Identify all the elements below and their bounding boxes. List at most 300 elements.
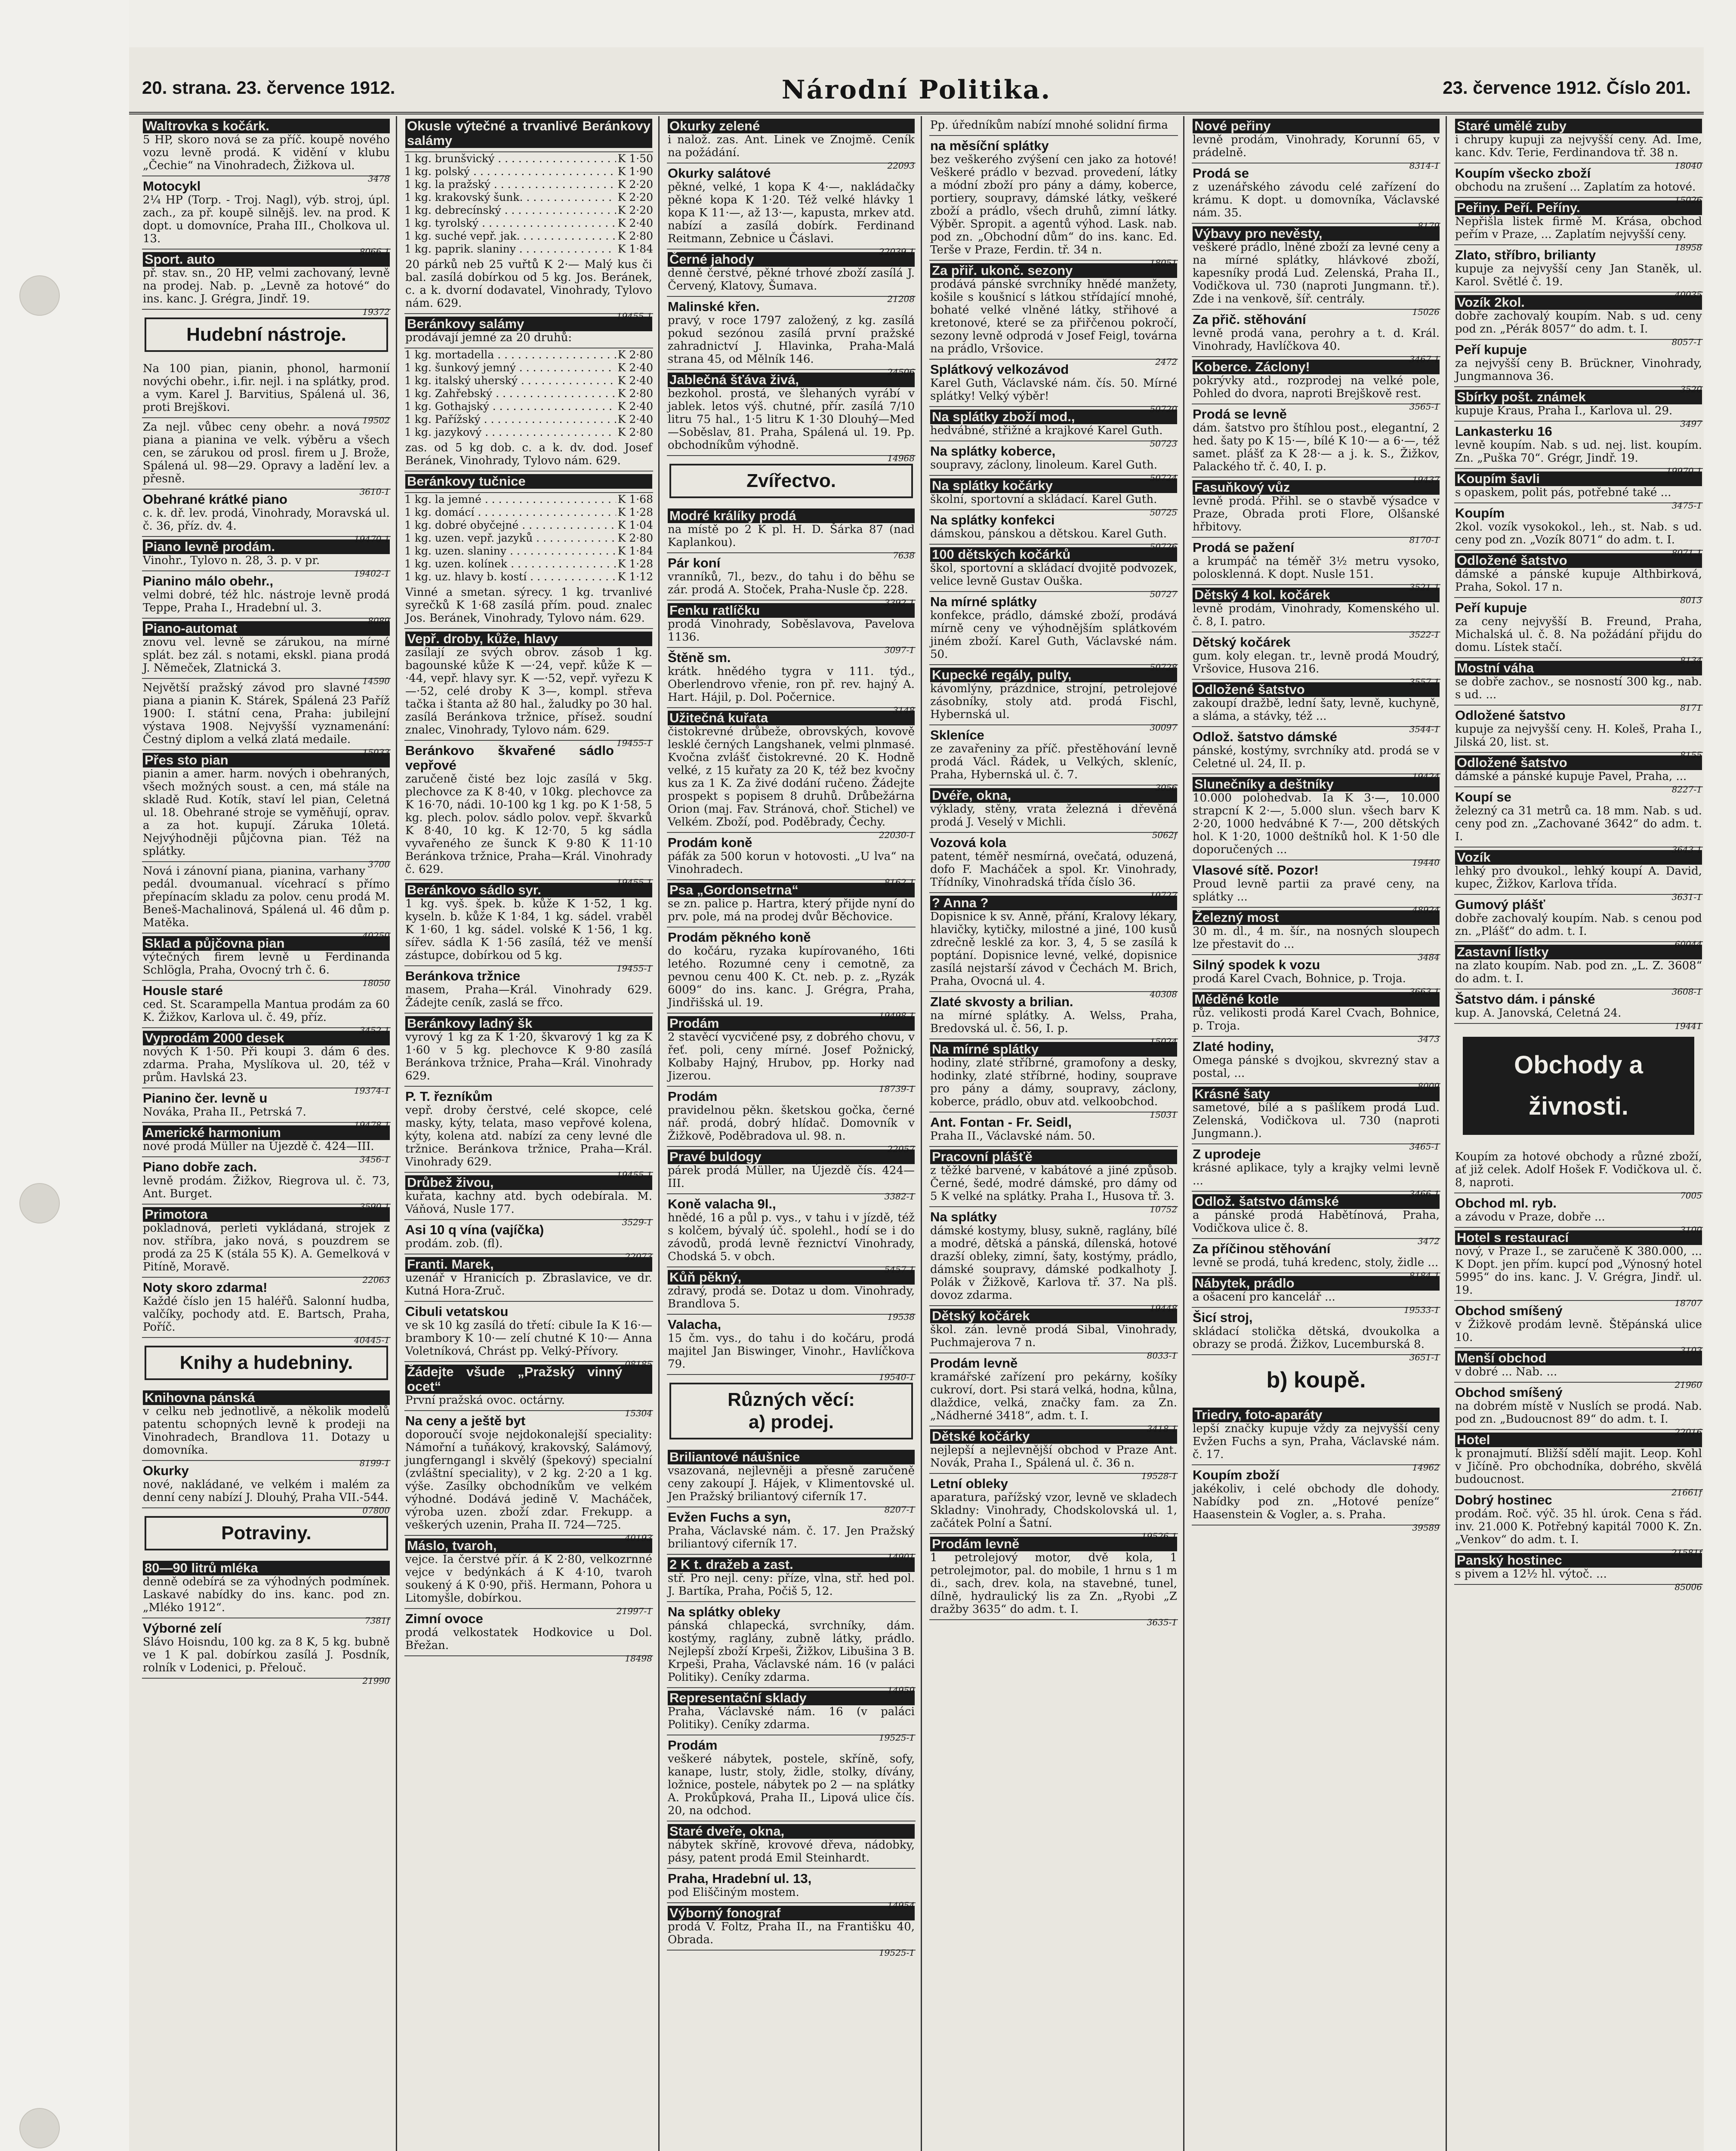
ad-number: 19424	[1412, 771, 1440, 782]
section-heading: Obchody a živnosti.	[1463, 1037, 1694, 1135]
ad-heading: Obchod smíšený	[1455, 1385, 1563, 1400]
classified-ad	[1454, 293, 1703, 347]
ad-text: k pronajmutí. Bližší sdělí majit. Leop. Kohl v Jičíně. Pro obchodníka, dobrého, skvělá budoucnost.	[1455, 1447, 1702, 1486]
ad-text: Za nejl. vůbec ceny obehr. a nová piana a pianina ve velk. výběru a všech cen, se zárukou od prosl. firem u J. Brože, Spálená ul. 98—29. Opravy a ladění lev. a přesně.	[143, 421, 390, 485]
ad-heading: Prodám	[668, 1016, 915, 1031]
ad-text: prodává pánské svrchníky hnědé manžety, košile s koušnicí s látkou střídající mnohé, bohaté velké vlněné látky, střihové a kretonové, které se za přiřčenou pokročí, sezony levně odprodá v Josef Feigl, továrna na prádlo, Vršovice.	[930, 278, 1177, 355]
ad-text: kuřata, kachny atd. bych odebírala. M. Váňová, Nusle 177.	[405, 1190, 652, 1216]
ad-heading: Výborný fonograf	[668, 1906, 915, 1920]
ad-text: levně prodám, Vinohrady, Korunní 65, v prádelně.	[1193, 133, 1440, 159]
classified-ad	[667, 1147, 916, 1202]
ad-heading: Lankasterku 16	[1455, 424, 1552, 439]
classified-ad	[1192, 989, 1440, 1044]
ad-heading: Odlož. šatstvo dámské	[1193, 729, 1337, 744]
classified-ad	[142, 619, 391, 686]
ad-number: 10752	[1150, 1204, 1177, 1214]
ad-text: párek prodá Müller, na Újezdě čís. 424—III.	[668, 1164, 915, 1190]
ad-heading: Psa „Gordonsetrna“	[668, 883, 915, 897]
ad-heading: Za přič. stěhování	[1193, 312, 1306, 327]
classified-ad	[404, 1302, 653, 1369]
ad-number: 21990	[362, 1676, 390, 1686]
ad-text: Praha II., Václavské nám. 50.	[930, 1130, 1095, 1143]
ad-number: 22030-1	[879, 830, 915, 840]
classified-ad	[404, 1254, 653, 1302]
price-row	[404, 178, 653, 191]
price-row	[404, 165, 653, 178]
ad-heading: Pracovní plášťě	[930, 1149, 1177, 1164]
classified-ad	[929, 992, 1178, 1047]
ad-text: nových K 1·50. Při koupi 3. dám 6 des. zdarma. Praha, Myslíkova ul. 20, též v prům. Havlská 23.	[143, 1045, 390, 1084]
ad-text: růz. velikosti prodá Karel Cvach, Bohnice, p. Troja.	[1193, 1007, 1440, 1032]
ad-heading: Na splátky zboží mod.,	[930, 410, 1177, 424]
ad-heading: Kůň pěkný,	[668, 1270, 915, 1285]
classified-ad	[1192, 224, 1440, 317]
ad-text: a pánské prodá Habětínová, Praha, Vodičkova ulice č. 8.	[1193, 1209, 1440, 1235]
classified-ad	[1454, 387, 1703, 429]
price-item: 1 kg. brunšvický . . .	[404, 152, 616, 165]
ad-text: gum. koly elegan. tr., levně prodá Moudrý, Vršovice, Husova 216.	[1193, 650, 1440, 675]
ad-text: pánská chlapecká, svrchníky, dám. kostýmy, raglány, zubně látky, prádlo. Nejlepší zboží Krpeši, Žižkov, Libušina 3 B. Krpeši, Praha, Václavské nám. 16 (v paláci Politiky). Ceníky zdarma.	[668, 1619, 915, 1684]
ad-text: 10.000 polohedvab. Ia K 3·—, 10.000 strapcní K 2·—, 5.000 slun. všech barv K 2·20, 1000 hedvábné K 7·—, 200 dětských hol. K 1·20, 1000 deštníků hol. K 1·50 dle doporučených ...	[1193, 792, 1440, 856]
ad-heading: Americké harmonium	[143, 1125, 390, 1140]
classified-ad	[929, 545, 1178, 599]
ad-text: 2kol. vozík vysokokol., leh., st. Nab. s ud. ceny pod zn. „Vozík 8071“ do adm. t. I.	[1455, 521, 1702, 546]
ad-number: 19437	[1412, 475, 1440, 485]
classified-ad	[667, 1194, 916, 1275]
ad-heading: Nové peřiny	[1193, 119, 1440, 133]
classified-ad	[1192, 680, 1440, 734]
ad-number: 3635-1	[1147, 1617, 1177, 1627]
ad-text: školní, sportovní a skládací. Karel Guth.	[930, 493, 1157, 506]
ad-text: pokladnová, perleti vykládaná, strojek z nov. stříbra, jako nová, s pouzdrem se prodá za 25 K (stála 55 K). A. Gemelková v Pitíně, Moravě.	[143, 1222, 390, 1273]
ad-text: prodávají jemné za 20 druhů:	[405, 331, 572, 344]
classified-ad	[1454, 1430, 1703, 1498]
ad-number: 18739-1	[879, 1084, 915, 1094]
classified-ad	[142, 1618, 391, 1686]
ad-text: aparatura, pařížský vzor, levně ve skladech Skladny: Vinohrady, Chodskolovská ul. 1, začátek Polní a Šatní.	[930, 1491, 1177, 1530]
classified-ad	[667, 116, 916, 171]
ad-heading: Hotel s restaurací	[1455, 1230, 1702, 1245]
ad-heading: Dětské kočárky	[930, 1429, 1177, 1444]
price-item: 1 kg. krakovský šunk. . . .	[404, 191, 616, 204]
ad-number: 19540-1	[879, 1372, 915, 1382]
ad-number: 7638	[893, 550, 915, 561]
section-heading: Zvířectvo.	[669, 464, 913, 498]
ad-heading: Modré králíky prodá	[668, 508, 915, 523]
ad-text: Nová i zánovní piana, pianina, varhany pedál. dvoumanual. vícehrací s přímo přepínacím skladu za polov. cenu prodá M. Beneš-Machalinová, Spálená ul. 46 dům p. Matěka.	[143, 865, 390, 929]
ad-heading: P. T. řezníkům	[405, 1089, 493, 1104]
classified-ad	[929, 1207, 1178, 1313]
ad-heading: Zlato, stříbro, brilianty	[1455, 247, 1596, 262]
ad-heading: 100 dětských kočárků	[930, 547, 1177, 562]
ad-text: prodá Vinohrady, Soběslavova, Pavelova 1136.	[668, 618, 915, 644]
ad-text: čistokrevné drůbeže, obrovských, kovově lesklé černých Langshanek, velmi plnmasé. Kvočna zvlášť čistokrevné. 20 K. Hodně velké, z 15 kuřaty za 20 K, též bez kvočny kus za 1 K. Za živé dodání ručeno. Žádejte prospekt s popisem 8 druhů. Drůbežárna Orion (maj. Fav. Stránová, choř. Stichel) ve Velkém. Zboží, pod. Poděbrady, Čechy.	[668, 725, 915, 829]
ad-number: 8179	[1418, 221, 1440, 231]
ad-heading: Na splátky obleky	[668, 1604, 780, 1619]
classified-ad	[1454, 942, 1703, 997]
ad-text: se zn. palice p. Hartra, který přijde nyní do prv. pole, má na prodej dvůr Běchovice.	[668, 897, 915, 923]
ad-number: 48924	[1412, 905, 1440, 915]
ad-heading: Dětský 4 kol. kočárek	[1193, 588, 1440, 602]
classified-ad	[929, 1474, 1178, 1541]
price-list-block	[404, 116, 653, 152]
ad-heading: Drůbež živou,	[405, 1175, 652, 1190]
ad-heading: Vepř. droby, kůže, hlavy	[405, 632, 652, 646]
classified-ad	[142, 1123, 391, 1165]
ad-text: skládací stolička dětská, dvoukolka a obrazy se prodá. Žižkov, Lucemburská 8.	[1193, 1325, 1440, 1351]
classified-ad	[929, 261, 1178, 367]
classified-ad	[1192, 1405, 1440, 1473]
classified-ad	[1192, 1239, 1440, 1281]
ad-number: 5062f	[1152, 830, 1177, 840]
price-item: 1 kg. jazykový . . .	[404, 426, 616, 439]
ad-number: 3382-1	[884, 1191, 915, 1202]
column-rule	[921, 116, 922, 2151]
classified-ad	[667, 1903, 916, 1958]
price-value: K 2·40	[617, 217, 653, 229]
ad-text: Na 100 pian, pianin, phonol, harmonií novýchi obehr., i.fir. nejl. i na splátky, prod. a vym. Karel J. Barvitius, Spálená ul. 36, proti Brejškovi.	[143, 362, 390, 414]
classified-ad	[667, 506, 916, 561]
classified-ad	[667, 1315, 916, 1382]
classified-ad	[1192, 585, 1440, 640]
ad-text: veškeré prádlo, lněné zboží za levné ceny a na mírné splátky, hlávkové zboží, kapesníky prodá Lud. Zelenská, Praha II., Vodičkova ul. 730 (naproti Jungmann. tř.). Zde i na venkově, šíř. centrály.	[1193, 241, 1440, 305]
classified-ad	[667, 1507, 916, 1562]
ad-number: 3148	[893, 705, 915, 715]
ad-text: př. stav. sn., 20 HP, velmi zachovaný, levně na prodej. Nab. p. „Levně za hotové“ do ins. kanc. J. Grégra, Jindř. 19.	[143, 267, 390, 305]
ad-number: 85006	[1674, 1582, 1702, 1592]
classified-ad	[929, 1112, 1178, 1147]
ad-number: 21581f	[1671, 1547, 1702, 1558]
ad-number: 2472	[1155, 357, 1177, 367]
ad-heading: Prodá se levně	[1193, 407, 1287, 422]
ad-number: 3643-1	[1671, 844, 1702, 855]
classified-ad	[929, 441, 1178, 483]
price-value: K 1·50	[617, 152, 653, 165]
ad-text: a závodu v Praze, dobře ...	[1455, 1211, 1605, 1223]
newspaper-title: Národní Politika.	[781, 75, 1051, 105]
ad-text: pravý, v roce 1797 založený, z kg. zasílá pokud sezónou zasílá první pražské zahradnictví J. Hlavinka, Praha-Malá strana 45, od Mělník 146.	[668, 314, 915, 366]
classified-ad	[1192, 1144, 1440, 1199]
ad-text: doporoučí svoje nejdokonalejší speciality: Námořní a tuňákový, krakovský, Salámový, jungferngangl i skvělý (špekový) specialní (zvláštní speciality), v 2 kg. 2·20 a 1 kg. výše. Zasílky obchodníkům ve velkém výhodné. Dodává jedině V. Macháček, výroba uzen. zboží zdar. Frekupp. a veškerých uzenin, Praha II. 724—725.	[405, 1428, 652, 1532]
ad-text: kramářské zařízení pro pekárny, košíky cukroví, dort. Psi stará velká, hodna, kůlna, dlaždice, velká, značky fam. za Zn. „Nádherné 3418“, adm. t. I.	[930, 1371, 1177, 1422]
classified-ad	[1454, 163, 1703, 205]
classified-ad	[142, 679, 391, 758]
ad-number: 19526-1	[1141, 1531, 1177, 1541]
ad-number: 50724	[1150, 473, 1177, 483]
price-item: 1 kg. debrecínský . . .	[404, 204, 616, 217]
classified-ad	[1192, 1192, 1440, 1246]
classified-ad	[929, 1353, 1178, 1434]
classified-ad	[404, 629, 653, 748]
price-value: K 2·80	[617, 387, 653, 400]
ad-heading: Zastavní lístky	[1455, 945, 1702, 959]
ad-heading: Šicí stroj,	[1193, 1310, 1253, 1325]
ad-text: nový, v Praze I., se zaručeně K 380.000, ... K Dopt. jen přím. kupcí pod „Výnosný hotel 5995“ do ins. kanc. J. V. Grégra, Jindř. ul. 19.	[1455, 1245, 1702, 1297]
classified-ad	[929, 136, 1178, 268]
ad-text: 20 párků neb 25 vuřtů K 2·— Malý kus či bal. zasílá dobírkou od 5 kg. Jos. Beránek, c. a k. dvorní dodavatel, Vinohrady, Tylovo nám. 629.	[405, 258, 652, 310]
binding-hole	[19, 275, 60, 316]
classified-ad	[667, 553, 916, 608]
ad-text: konfekce, prádlo, dámské zboží, prodává mírně ceny ve výhodnějším splátkovém jiném zboží. Karel Guth, Václavské nám. 50.	[930, 609, 1177, 661]
ad-number: 19470-1	[354, 534, 390, 544]
ad-heading: Sport. auto	[143, 252, 390, 267]
classified-ad	[667, 708, 916, 840]
classified-ad	[404, 1087, 653, 1180]
ad-heading: Zlaté hodiny,	[1193, 1039, 1274, 1054]
ad-text: pěkné, velké, 1 kopa K 4·—, nakládačky pěkné kopa K 1·20. Též velké hlávky 1 kopa K 11·—, až 13·—, kapusta, mrkev atd. nabízí a zasílá dobírk. Ferdinand Reitmann, Zebnice u Čáslavi.	[668, 181, 915, 245]
ad-heading: Prodám levně	[930, 1356, 1018, 1371]
ad-heading: Koupím zboží	[1193, 1467, 1280, 1482]
ad-heading: Okurky salátové	[668, 166, 771, 181]
price-value: K 1·84	[617, 545, 653, 557]
ad-heading: Triedry, foto-aparáty	[1193, 1408, 1440, 1422]
ad-text: Vinné a smetan. sýrecy. 1 kg. trvanlivé syrečků K 1·68 zasílá přím. poud. znalec Jos. Beránek, Vinohrady, Tylovo nám. 629.	[405, 586, 652, 625]
ad-heading: Dvéře, okna,	[930, 788, 1177, 803]
ad-text: pokrývky atd., rozprodej na velké pole, Pohled do dvora, naproti Brejškově rest.	[1193, 374, 1440, 400]
classified-ad	[1454, 1383, 1703, 1437]
ad-text: nejlepší a nejlevnější obchod v Praze Ant. Novák, Praha I., Spálená ul. č. 36 n.	[930, 1444, 1177, 1470]
ad-heading: Noty skoro zdarma!	[143, 1280, 268, 1295]
ad-heading: ? Anna ?	[930, 896, 1177, 910]
classified-ad	[929, 476, 1178, 518]
classified-ad	[142, 250, 391, 317]
ad-text: prodá V. Foltz, Praha II., na Františku 40, Obrada.	[668, 1920, 915, 1946]
ad-text: Nováka, Praha II., Petrská 7.	[143, 1106, 306, 1119]
ad-number: 3056	[1155, 783, 1177, 793]
price-row	[404, 493, 653, 506]
ad-heading: Pianino málo obehr.,	[143, 573, 274, 589]
ad-heading: Odložené šatstvo	[1455, 708, 1566, 723]
classified-ad	[1454, 1301, 1703, 1356]
price-item: 1 kg. italský uherský . . .	[404, 374, 616, 387]
classified-ad	[1192, 860, 1440, 915]
ad-number: 3497	[1680, 419, 1702, 429]
classified-ad	[1454, 1348, 1703, 1390]
binding-margin	[0, 0, 129, 2151]
ad-number: 50726	[1150, 542, 1177, 552]
classified-ad	[142, 1461, 391, 1516]
binding-hole	[19, 2108, 60, 2148]
ad-heading: Vyprodám 2000 desek	[143, 1031, 390, 1045]
classified-ad	[1192, 1273, 1440, 1315]
ad-number: 3097-1	[884, 645, 915, 655]
ad-text: dámskou, pánskou a dětskou. Karel Guth.	[930, 527, 1167, 540]
column-rule	[1446, 116, 1447, 2151]
ad-text: obchodu na zrušení ... Zaplatím za hotové.	[1455, 181, 1696, 194]
classified-ad	[929, 1039, 1178, 1120]
ad-text: velmi dobré, též hlc. nástroje levně prodá Teppe, Praha I., Hradební ul. 3.	[143, 589, 390, 614]
ad-text: vepř. droby čerstvé, celé skopce, celé masky, kýty, telata, maso vepřové kolena, kýty, kolena atd. nabízí za ceny levné dle tržnice. Beránkova tržnice, Praha—Král. Vinohrady 629.	[405, 1104, 652, 1168]
classified-ad	[1192, 478, 1440, 545]
ad-number: 8071-1	[1671, 548, 1702, 558]
ad-heading: Zimní ovoce	[405, 1611, 483, 1626]
ad-text: 1 kg. vyš. špek. b. kůže K 1·52, 1 kg. kyseln. b. kůže K 1·84, 1 kg. sádel. vraběl K 1·60, 1 kg. sádel. volské K 1·56, 1 kg. sířev. sádla K 1·56 zasílá, též ve menší zástupce, dobírkou od 5 kg.	[405, 897, 652, 962]
ad-heading: Asi 10 q vína (vajíčka)	[405, 1222, 544, 1237]
ad-heading: Výbavy pro nevěsty,	[1193, 226, 1440, 241]
page-date-left: 20. strana. 23. července 1912.	[142, 77, 395, 98]
price-value: K 1·28	[617, 506, 653, 518]
price-item: 1 kg. Zahřebský . . .	[404, 387, 616, 400]
ad-text: škol, sportovní a skládací dvojitě podvozek, velice levně Gustav Ouška.	[930, 562, 1177, 588]
ad-number: 3452-1	[359, 1025, 390, 1035]
ad-text: se dobře zachov., se nosností 300 kg., nab. s ud. ...	[1455, 675, 1702, 701]
classified-ad	[142, 934, 391, 988]
ad-heading: Knihovna pánská	[143, 1390, 390, 1405]
ad-number: 8207-1	[884, 1504, 915, 1515]
ad-heading: Kupecké regály, pulty,	[930, 668, 1177, 682]
ad-number: 21208	[887, 294, 915, 304]
classified-ad	[404, 1220, 653, 1262]
ad-number: 21661f	[1671, 1487, 1702, 1498]
ad-heading: Na splátky	[930, 1209, 997, 1224]
price-value: K 2·80	[617, 230, 653, 242]
ad-number: 8314-1	[1409, 160, 1440, 171]
ad-text: vranníků, 7l., bezv., do tahu i do běhu se zár. prodá A. Stoček, Praha-Nusle čp. 228.	[668, 570, 915, 596]
ad-number: 18050	[362, 978, 390, 988]
ad-text: v Žižkově prodám levně. Štěpánská ulice 10.	[1455, 1318, 1702, 1344]
ad-number: 15026	[1412, 307, 1440, 317]
ad-heading: Peří kupuje	[1455, 342, 1527, 357]
ad-text: soupravy, záclony, linoleum. Karel Guth.	[930, 459, 1157, 471]
classified-ad	[1454, 989, 1703, 1031]
ad-number: 3529-1	[622, 1217, 652, 1227]
classified-ad	[1454, 598, 1703, 666]
ad-number: 3456-1	[359, 1154, 390, 1165]
ad-heading: Cibuli vetatskou	[405, 1304, 509, 1319]
classified-ad	[1192, 1465, 1440, 1533]
ad-text: a krumpáč na téměř 3½ metru vysoko, polosklenná. K dopt. Nusle 151.	[1193, 555, 1440, 581]
price-row	[404, 374, 653, 387]
ad-text: Dopisnice k sv. Anně, přání, Kralovy lékary, hlavičky, kytičky, milostné a jiné, 100 kusů zdrečně lesklé za kor. 3, 4, 5 se zasílá k poptání. Dopisnice levné, velké, dopisnice zasílá nejstarší závod v Čechách M. Brich, Praha, Ovocná ul. 4.	[930, 910, 1177, 988]
ad-number: 8066-1	[359, 247, 390, 257]
ad-heading: Prodám levně	[930, 1537, 1177, 1551]
ad-text: hedvábné, střižné a krajkové Karel Guth.	[930, 424, 1163, 437]
ad-heading: Letní obleky	[930, 1476, 1008, 1491]
ad-heading: Slunečníky a deštníky	[1193, 777, 1440, 792]
classified-ad	[404, 1411, 653, 1543]
ad-heading: Za příčinou stěhování	[1193, 1241, 1331, 1256]
ad-text: do kočáru, ryzaka kupírovaného, 16ti letého. Rozumné ceny i cemotně, za pevnou cenu 400 K. Ct. neb. p. z. „Ryzák 6009“ do ins. kanc. J. Grégra, Praha, Jindřišská ul. 19.	[668, 945, 915, 1009]
ad-number: 19525-1	[879, 1948, 915, 1958]
classified-ad	[404, 880, 653, 974]
ad-heading: Na splátky koberce,	[930, 444, 1056, 459]
price-row	[404, 400, 653, 413]
ad-number: 21960	[1674, 1380, 1702, 1390]
ad-number: 19402-1	[354, 568, 390, 579]
ad-number: 15026	[1674, 195, 1702, 205]
ad-number: 50720	[1150, 404, 1177, 414]
ad-text: i nalož. zas. Ant. Linek ve Znojmě. Ceník na požádání.	[668, 133, 915, 159]
ad-number: 39589	[1412, 1522, 1440, 1533]
ad-heading: Skleníce	[930, 727, 984, 743]
ad-text: denně čerstvé, pěkné trhové zboží zasílá J. Červený, Klatovy, Šumava.	[668, 267, 915, 293]
price-list-block	[404, 314, 653, 348]
ad-text: Praha, Václavské nám. č. 17. Jen Pražský briliantový ciferník 17.	[668, 1525, 915, 1550]
ad-heading: Odložené šatstvo	[1193, 682, 1440, 697]
price-row	[404, 361, 653, 374]
ad-number: 19498-1	[879, 1011, 915, 1021]
classified-ad	[142, 750, 391, 869]
ad-heading: Fenku ratlíčku	[668, 603, 915, 618]
ad-heading: Vlasové sítě. Pozor!	[1193, 863, 1319, 878]
ad-heading: Krásné šaty	[1193, 1087, 1440, 1101]
ad-number: 18051	[1150, 258, 1177, 268]
ad-number: 8089	[368, 616, 390, 626]
ad-number: 07800	[362, 1505, 390, 1516]
ad-text: krásné aplikace, tyly a krajky velmi levně ...	[1193, 1162, 1440, 1187]
ad-number: 3465-1	[1409, 1141, 1440, 1152]
classified-ad	[667, 1267, 916, 1322]
ad-heading: Staré umělé zuby	[1455, 119, 1702, 133]
ad-heading: Koně valacha 9l.,	[668, 1196, 776, 1211]
classified-ad	[142, 1278, 391, 1345]
ad-number: 19525-1	[879, 1732, 915, 1743]
ad-number: 3610-1	[359, 487, 390, 497]
ad-text: prodá Karel Cvach, Bohnice, p. Troja.	[1193, 972, 1406, 985]
column-6	[1454, 116, 1703, 2151]
price-value: K 1·90	[617, 165, 653, 178]
ad-text: 2 stavěcí vycvičené psy, z dobrého chovu, v řeť. poli, ceny mírné. Josef Požnický, Kolbaby Hajný, Hrubov, pp. Horky nad Jizerou.	[668, 1031, 915, 1082]
ad-text: nové, nakládané, ve velkém i malém za denní ceny nabízí J. Dlouhý, Praha VII.-544.	[143, 1478, 390, 1504]
price-row	[404, 545, 653, 558]
price-item: 1 kg. mortadella . . .	[404, 348, 616, 361]
classified-ad	[142, 418, 391, 497]
ad-number: 8162-1	[884, 877, 915, 888]
ad-text: vyrový 1 kg za K 1·20, škvarový 1 kg za K 1·60 v 5 kg. plechovce K 9·80 zasílá Beránkova tržnice, Praha—Král. Vinohrady 629.	[405, 1031, 652, 1082]
ad-number: 19502	[362, 415, 390, 425]
ad-number: 8009	[1418, 1081, 1440, 1091]
ad-text: z uzenářského závodu celé zařízení do krámu. K dopt. u domovníka, Václavské nám. 35.	[1193, 181, 1440, 219]
price-row	[404, 217, 653, 230]
price-value: K 1·04	[617, 519, 653, 531]
classified-ad	[1454, 340, 1703, 394]
ad-text: patent, téměř nesmírná, ovečatá, oduzená, dofo F. Macháček a spol. Kr. Vinohrady, Třídníky, Vinohradská třída číslo 36.	[930, 850, 1177, 889]
ad-heading: Pianino čer. levně u	[143, 1091, 268, 1106]
ad-text: 15 čm. vys., do tahu i do kočáru, prodá majitel Jan Biswinger, Vinohr., Havlíčkova 79.	[668, 1332, 915, 1371]
ad-text: výklady, stěny, vrata železná i dřevěná prodá J. Veselý v Michli.	[930, 803, 1177, 829]
ad-number: 22016	[1674, 1427, 1702, 1437]
ad-number: 14959	[887, 1685, 915, 1695]
ad-heading: Beránkovy ladný šk	[405, 1016, 652, 1031]
ad-heading: Prodám pěkného koně	[668, 930, 811, 945]
ad-text: denně odebírá se za výhodných podmínek. Laskavé nabídky do ins. kanc. pod zn. „Mléko 1912“.	[143, 1575, 390, 1614]
ad-text: hodiny, zlaté stříbrné, gramofony a desky, hodinky, zlaté stříbrné, hodiny, souprave pro pány a dámy, soupravy, záclony, koberce, prádlo, obuv atd. velkoobchod.	[930, 1057, 1177, 1108]
ad-text: levně prodám. Žižkov, Riegrova ul. č. 73, Ant. Burget.	[143, 1174, 390, 1200]
classified-ad	[404, 741, 653, 888]
ad-number: 18707	[1674, 1298, 1702, 1308]
classified-ad	[929, 725, 1178, 793]
classified-ad	[929, 665, 1178, 733]
ad-number: 8134	[1680, 655, 1702, 666]
classified-ad	[667, 833, 916, 888]
ad-text: Koupím za hotové obchody a různé zboží, ať již celek. Adolf Hošek F. Vodičkova ul. č. 8, naproti.	[1455, 1150, 1702, 1189]
ad-text: zaručeně čisté bez lojc zasílá v 5kg. plechovce za K 8·40, v 10kg. plechovce za K 16·70, nádi. 10-100 kg 1 kg. po K 1·58, 5 kg. plech. polov. sádlo polov. vepř. škvarků K 8·40, 10 kg. K 12·70, 5 kg sádla vyvařeného ze šunck K 9·80 K 11·10 Beránkova tržnice, Praha—Král. Vinohrady č. 629.	[405, 773, 652, 876]
classified-ad	[929, 1147, 1178, 1214]
ad-text: zas. od 5 kg dob. c. a k. dv. dod. Josef Beránek, Vinohrady, Tylovo nám. 629.	[405, 441, 652, 467]
ad-number: 19538	[887, 1312, 915, 1322]
price-list-title: Beránkovy salámy	[405, 317, 652, 331]
ad-heading: Zlaté skvosty a brilian.	[930, 994, 1073, 1009]
price-list-block	[404, 471, 653, 493]
ad-heading: na měsíční splátky	[930, 138, 1049, 153]
price-row	[404, 230, 653, 243]
classified-ad	[404, 966, 653, 1014]
ad-number: 3472	[1418, 1236, 1440, 1246]
ad-number: 3466-1	[1409, 1189, 1440, 1199]
ad-text: vsazovaná, nejlevněji a přesně zaručeně ceny zakoupí J. Hájek, v Klimentovské ul. Jen Pražský briliantový ciferník 17.	[668, 1464, 915, 1503]
price-row	[404, 558, 653, 570]
classified-ad	[1192, 1308, 1440, 1362]
